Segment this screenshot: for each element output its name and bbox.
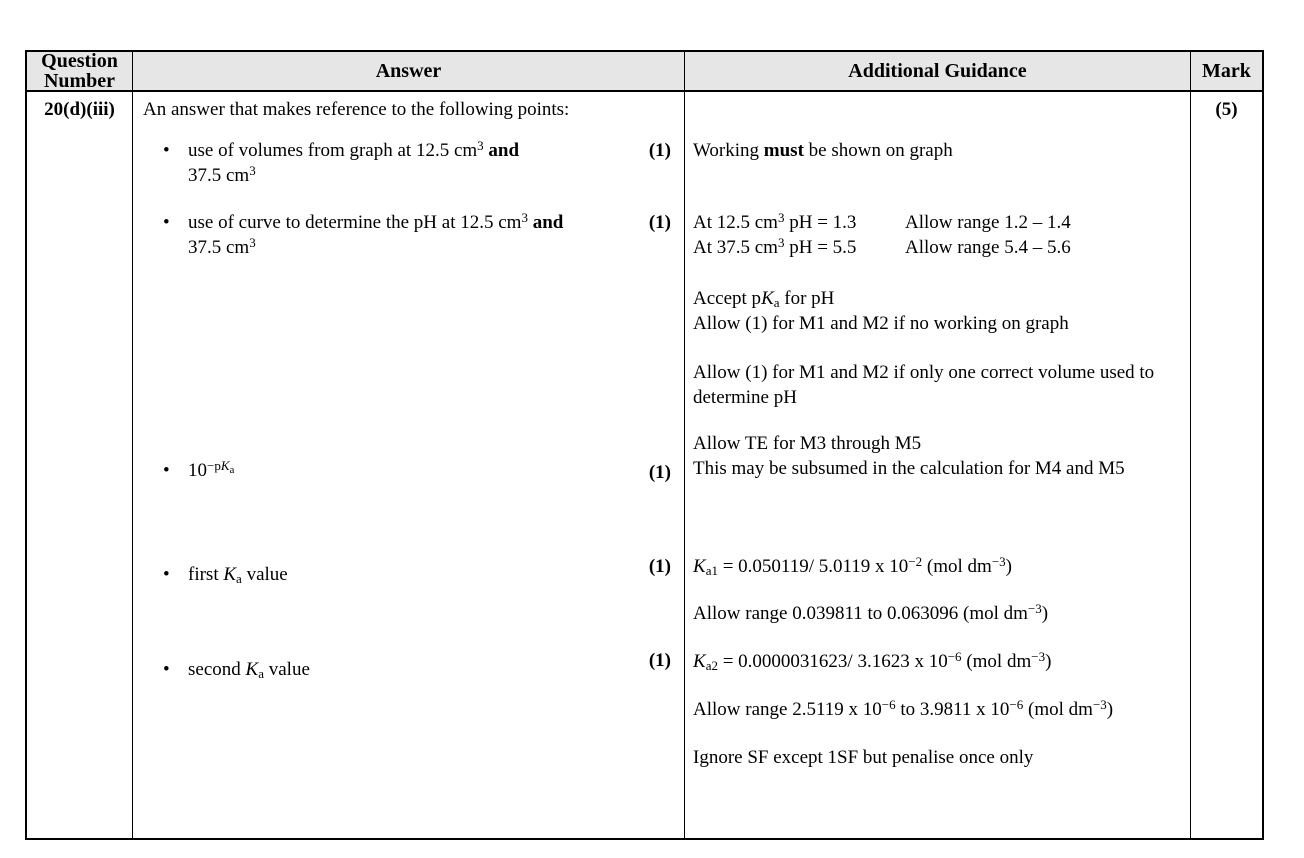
guidance-allow-te: Allow TE for M3 through M5 — [693, 433, 922, 454]
guidance-allow-no-working: Allow (1) for M1 and M2 if no working on graph — [693, 313, 1069, 334]
column-header-label: Answer — [375, 60, 442, 82]
answer-bullet-ten-power-pka — [163, 458, 643, 483]
answer-bullet-curve-ph — [163, 210, 643, 260]
guidance-ka1-range: Allow range 0.039811 to 0.063096 (mol $dm^{-3}$) — [693, 601, 1049, 624]
total-mark: (5) — [1215, 99, 1238, 120]
bullet-text — [188, 138, 519, 188]
bullet-text — [188, 562, 288, 587]
ph-reading-allowed-range: Allow range 1.2 – 1.4 — [905, 212, 1071, 233]
guidance-ph-reading-row — [693, 235, 1183, 260]
guidance-ka1-value: $K_{a1} = 0.050119/$ 5.0119 x $10^{-2}$ (mol $dm^{-3}$) — [693, 554, 1012, 578]
bullet-icon: • — [163, 564, 170, 585]
column-header-question-number — [27, 52, 133, 92]
guidance-sf-note: Ignore SF except 1SF but penalise once only — [693, 747, 1034, 768]
bullet-mark: (1) — [648, 650, 671, 671]
mark-cell — [1191, 92, 1262, 838]
bullet-text-line: first $K_a$ value — [188, 564, 288, 586]
guidance-ph-reading-row — [693, 210, 1183, 235]
additional-guidance-cell — [685, 92, 1191, 838]
answer-cell — [133, 92, 685, 838]
bullet-mark: (1) — [648, 556, 671, 577]
answer-intro: An answer that makes reference to the following points: — [143, 99, 570, 120]
column-header-additional-guidance — [685, 52, 1191, 92]
guidance-ph-readings — [693, 210, 1183, 260]
guidance-ka2-range: Allow range 2.5119 x $10^{-6}$ to 3.9811 x $10^{-6}$ (mol $dm^{-3}$) — [693, 697, 1114, 720]
column-header-answer — [133, 52, 685, 92]
ph-reading-value: At 12.5 $cm^3$ pH = 1.3 — [693, 210, 857, 233]
guidance-accept-allow-block — [693, 286, 1183, 336]
bullet-text-line: 37.5 $cm^3$ — [188, 235, 256, 258]
bullet-text — [188, 657, 310, 682]
ph-reading-value: At 37.5 $cm^3$ pH = 5.5 — [693, 235, 857, 258]
guidance-working-note: Working must be shown on graph — [693, 140, 953, 161]
bullet-icon: • — [163, 659, 170, 680]
column-header-label: Additional Guidance — [848, 60, 1027, 82]
bullet-icon: • — [163, 140, 170, 161]
guidance-ka2-value: $K_{a2} = 0.0000031623/$ 3.1623 x $10^{-6}$ (mol $dm^{-3}$) — [693, 649, 1052, 673]
bullet-text-line: use of curve to determine the pH at 12.5 $cm^3$ and — [188, 210, 564, 233]
bullet-text-line: second $K_a$ value — [188, 659, 310, 681]
question-number: 20(d)(iii) — [44, 99, 115, 120]
bullet-mark: (1) — [648, 212, 671, 233]
bullet-text-line: use of volumes from graph at 12.5 $cm^3$ and — [188, 138, 520, 161]
bullet-text — [188, 210, 563, 260]
answer-bullet-first-ka — [163, 562, 643, 587]
bullet-text-line: $10^{-pK}a$ — [188, 458, 235, 481]
bullet-text-line: 37.5 $cm^3$ — [188, 163, 256, 186]
guidance-subsumed-note: This may be subsumed in the calculation for M4 and M5 — [693, 458, 1125, 479]
guidance-allow-one-volume: Allow (1) for M1 and M2 if only one correct volume used to determine pH — [693, 362, 1155, 408]
bullet-mark: (1) — [648, 140, 671, 161]
column-header-label: Mark — [1202, 60, 1251, 82]
question-number-cell — [27, 92, 133, 838]
bullet-text — [188, 458, 234, 483]
guidance-te-block — [693, 431, 1183, 481]
answer-bullet-volumes — [163, 138, 643, 188]
mark-scheme-table — [25, 50, 1264, 840]
column-header-label: Question Number — [41, 50, 118, 92]
column-header-mark — [1191, 52, 1262, 92]
bullet-icon: • — [163, 212, 170, 233]
ph-reading-allowed-range: Allow range 5.4 – 5.6 — [905, 237, 1071, 258]
bullet-icon: • — [163, 460, 170, 481]
guidance-accept-pka: Accept $pK_a$ for pH — [693, 288, 835, 310]
bullet-mark: (1) — [648, 462, 671, 483]
answer-bullet-second-ka — [163, 657, 643, 682]
